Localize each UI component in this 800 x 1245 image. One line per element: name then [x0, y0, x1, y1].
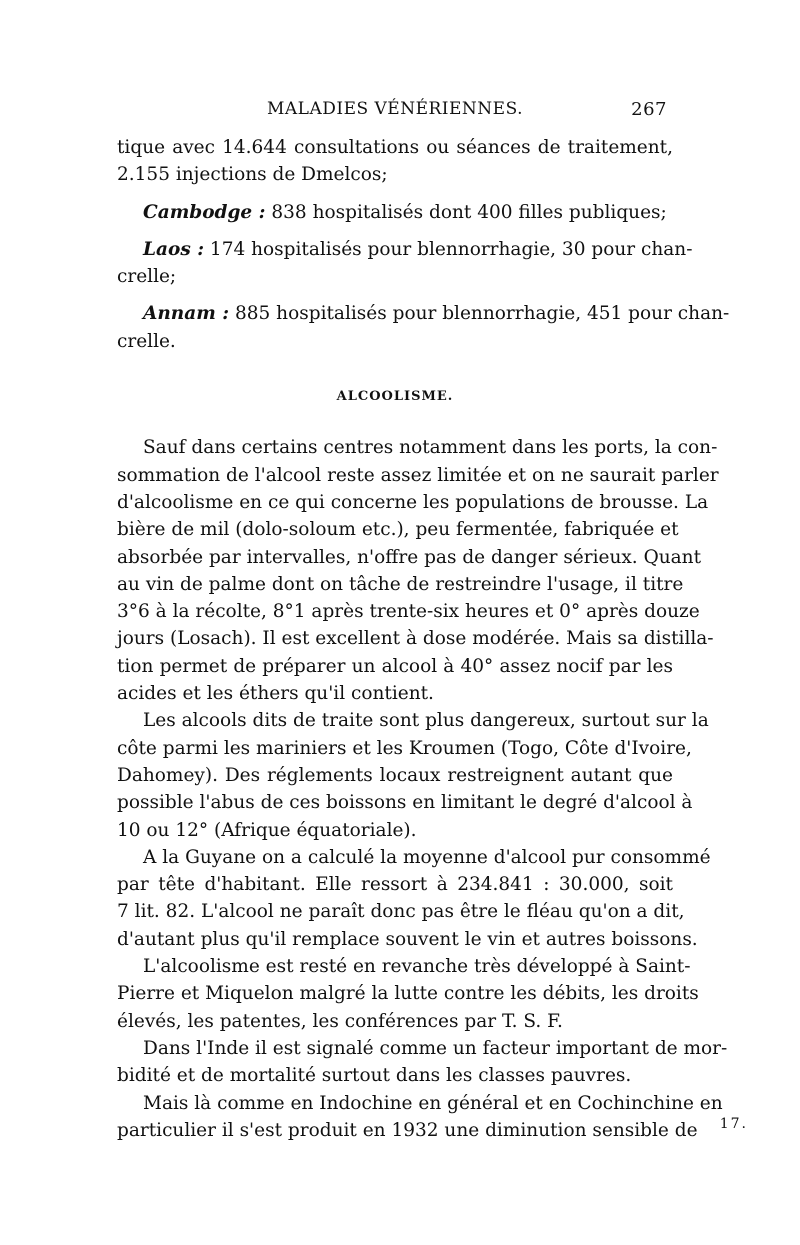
text-line: [143, 199, 673, 226]
text-line: 10 ou 12° (Afrique équatoriale).: [117, 819, 417, 841]
page-number: 267: [631, 99, 667, 120]
signature-mark: 17.: [719, 1116, 748, 1132]
text-line: bière de mil (dolo-soloum etc.), peu fermentée, fabriquée et: [117, 519, 679, 541]
text-line: Pierre et Miquelon malgré la lutte contre les débits, les droits: [117, 983, 699, 1005]
running-header: [117, 96, 673, 122]
text-line: possible l'abus de ces boissons en limitant le degré d'alcool à: [117, 792, 693, 814]
section-heading: ALCOOLISME.: [336, 389, 454, 405]
text-line: Dans l'Inde il est signalé comme un facteur important de mor-: [143, 1037, 728, 1059]
country-label: Annam :: [143, 303, 230, 325]
text-line: bidité et de mortalité surtout dans les classes pauvres.: [117, 1065, 632, 1087]
text-fragment: 174 hospitalisés pour blennorrhagie, 30 pour chan-: [209, 238, 693, 260]
text-line: d'autant plus qu'il remplace souvent le vin et autres boissons.: [117, 928, 698, 950]
page: [117, 96, 730, 1144]
text-line: au vin de palme dont on tâche de restreindre l'usage, il titre: [117, 573, 684, 595]
country-label: Laos :: [143, 238, 205, 260]
text-line: crelle;: [117, 266, 177, 288]
paragraph-cambodge: [117, 199, 673, 226]
text-line: d'alcoolisme en ce qui concerne les populations de brousse. La: [117, 491, 709, 513]
paragraph-body-5: [117, 1035, 728, 1090]
text-line: crelle.: [117, 330, 176, 352]
text-line: tion permet de préparer un alcool à 40° assez nocif par les: [117, 655, 673, 677]
running-title: MALADIES VÉNÉRIENNES.: [266, 99, 524, 119]
text-line: absorbée par intervalles, n'offre pas de danger sérieux. Quant: [117, 546, 702, 568]
paragraph-body-1: [117, 434, 719, 707]
text-line: 2.155 injections de Dmelcos;: [117, 164, 388, 186]
text-line: jours (Losach). Il est excellent à dose modérée. Mais sa distilla-: [117, 628, 714, 650]
text-fragment: 885 hospitalisés pour blennorrhagie, 451 pour chan-: [234, 303, 730, 325]
text-line: 3°6 à la récolte, 8°1 après trente-six heures et 0° après douze: [117, 601, 700, 623]
paragraph-body-2: [117, 707, 709, 843]
text-line: A la Guyane on a calculé la moyenne d'alcool pur consommé: [143, 846, 711, 868]
text-fragment: 838 hospitalisés dont 400 filles publiques;: [271, 201, 667, 223]
text-line: 7 lit. 82. L'alcool ne paraît donc pas être le fléau qu'on a dit,: [117, 901, 685, 923]
text-line: Sauf dans certains centres notamment dans les ports, la con-: [143, 437, 718, 459]
text-line: [117, 300, 730, 327]
text-line: acides et les éthers qu'il contient.: [117, 683, 434, 705]
text-line: Dahomey). Des réglements locaux restreignent autant que: [117, 764, 673, 786]
text-line: tique avec 14.644 consultations ou séances de traitement,: [117, 137, 673, 158]
paragraph-cochinchine: [117, 134, 673, 189]
paragraph-body-6: [117, 1090, 723, 1145]
country-label: Cambodge :: [143, 201, 266, 223]
text-line: L'alcoolisme est resté en revanche très développé à Saint-: [143, 956, 691, 978]
text-line: élevés, les patentes, les conférences par T. S. F.: [117, 1010, 563, 1032]
paragraph-body-3: [117, 844, 711, 953]
paragraph-annam: [117, 300, 730, 355]
text-line: côte parmi les mariniers et les Kroumen (Togo, Côte d'Ivoire,: [117, 737, 692, 759]
paragraph-laos: [117, 236, 693, 291]
text-line: par tête d'habitant. Elle ressort à 234.841 : 30.000, soit: [117, 874, 673, 896]
text-line: particulier il s'est produit en 1932 une diminution sensible de: [117, 1119, 698, 1141]
text-line: [117, 236, 693, 263]
text-line: sommation de l'alcool reste assez limitée et on ne saurait parler: [117, 464, 719, 486]
paragraph-body-4: [117, 953, 699, 1035]
text-line: Les alcools dits de traite sont plus dangereux, surtout sur la: [143, 710, 709, 732]
text-line: Mais là comme en Indochine en général et en Cochinchine en: [143, 1092, 723, 1114]
